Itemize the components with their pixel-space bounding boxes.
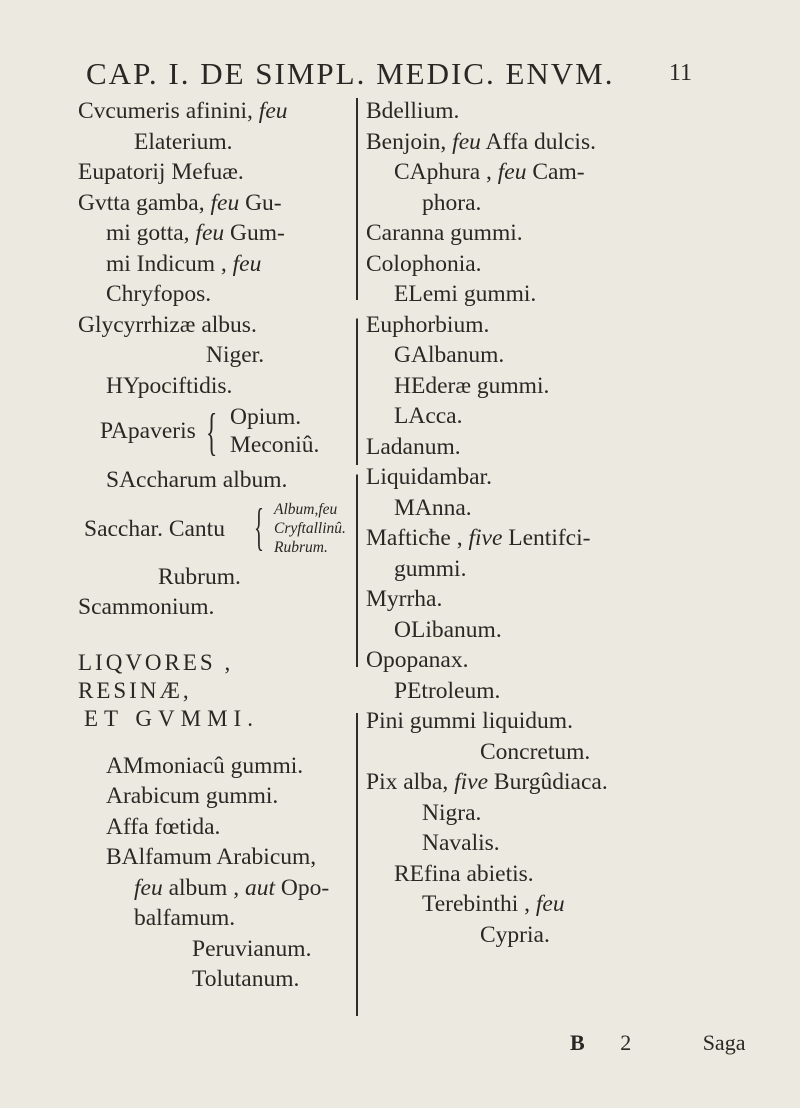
page-number: 11 <box>668 60 692 86</box>
entry-camphora: phora. <box>422 189 482 216</box>
entry-peruvianum: Peruvianum. <box>192 935 312 962</box>
catchword: Saga <box>702 1030 746 1055</box>
right-column <box>366 96 786 950</box>
sacchar-item: Rubrum. <box>274 538 328 556</box>
entry-indicum: mi Indicum , feu <box>106 250 262 277</box>
sacchar-item: Album,feu <box>274 500 338 518</box>
entry-chrysopos: Chryfopos. <box>106 281 212 307</box>
page-footer <box>570 1030 745 1056</box>
entry-glycyrrhizae: Glycyrrhizæ albus. <box>78 311 257 338</box>
entry-terebinthi: Terebinthi , feu <box>422 891 565 917</box>
entry-gotta: mi gotta, feu Gum- <box>106 220 285 246</box>
entry-rubrum: Rubrum. <box>158 563 241 590</box>
brace-icon: { <box>206 404 218 461</box>
entry-cypria: Cypria. <box>480 921 550 948</box>
entry-eupatorij: Eupatorij Mefuæ. <box>78 159 244 185</box>
sacchar-item: Cryftallinû. <box>274 519 346 537</box>
entry-lacca: LAcca. <box>394 403 463 429</box>
entry-assa-foetida: Affa fœtida. <box>106 813 221 840</box>
entry-euphorbium: Euphorbium. <box>366 311 490 338</box>
section-heading-line: ET GVMMI. <box>84 705 259 731</box>
entry-elaterium: Elaterium. <box>134 128 233 155</box>
signature-mark: B <box>570 1030 585 1055</box>
sacchar-group <box>78 496 354 562</box>
entry-arabicum: Arabicum gummi. <box>106 783 279 809</box>
entry-opobalsamum: balfamum. <box>134 905 236 931</box>
entry-colophonia: Colophonia. <box>366 250 482 277</box>
entry-myrrha: Myrrha. <box>366 586 443 612</box>
sacchar-label: Sacchar. Cantu <box>84 515 225 542</box>
entry-pix-alba: Pix alba, five Burgûdiaca. <box>366 769 608 795</box>
entry-nigra: Nigra. <box>422 799 482 826</box>
entry-gutta-gamba: Gvtta gamba, feu Gu- <box>78 189 282 216</box>
papaveris-label: PApaveris <box>100 418 196 444</box>
entry-benjoin: Benjoin, feu Affa dulcis. <box>366 128 596 155</box>
running-header <box>86 56 726 92</box>
entry-scammonium: Scammonium. <box>78 594 215 620</box>
entry-resina-abietis: REfina abietis. <box>394 860 534 887</box>
entry-pini-gummi: Pini gummi liquidum. <box>366 708 573 734</box>
section-heading-line: LIQVORES , RESINÆ, <box>78 649 234 703</box>
entry-navalis: Navalis. <box>422 830 500 856</box>
entry-gummi: gummi. <box>394 555 467 582</box>
entry-balsam-album: feu album , aut Opo- <box>134 874 330 901</box>
entry-mastiche: Mafticħe , five Lentifci- <box>366 525 591 551</box>
section-heading <box>78 649 354 733</box>
left-column <box>78 96 354 995</box>
signature-number: 2 <box>620 1030 632 1055</box>
entry-manna: MAnna. <box>394 494 472 521</box>
entry-liquidambar: Liquidambar. <box>366 464 492 490</box>
entry-cucumeris: Cvcumeris afinini, feu <box>78 98 288 124</box>
entry-hederae: HEderæ gummi. <box>394 372 550 399</box>
entry-opopanax: Opopanax. <box>366 647 469 673</box>
entry-elemi: ELemi gummi. <box>394 281 537 307</box>
entry-hypocistidis: HYpociftidis. <box>106 372 233 399</box>
papaveris-group <box>78 401 354 465</box>
header-title: CAP. I. DE SIMPL. MEDIC. ENVM. <box>86 56 615 91</box>
entry-galbanum: GAlbanum. <box>394 342 505 368</box>
papaveris-item: Opium. <box>230 404 302 430</box>
entry-balsamum: BAlfamum Arabicum, <box>106 844 317 870</box>
entry-tolutanum: Tolutanum. <box>192 966 300 992</box>
entry-caranna: Caranna gummi. <box>366 220 523 246</box>
column-divider <box>356 98 358 1016</box>
entry-niger: Niger. <box>206 342 265 368</box>
brace-icon: { <box>254 498 264 556</box>
entry-caphura: CAphura , feu Cam- <box>394 159 585 185</box>
entry-ladanum: Ladanum. <box>366 433 461 460</box>
papaveris-item: Meconiû. <box>230 432 320 458</box>
entry-ammoniacum: AMmoniacû gummi. <box>106 752 304 779</box>
entry-olibanum: OLibanum. <box>394 616 502 643</box>
entry-concretum: Concretum. <box>480 738 591 765</box>
entry-saccharum-album: SAccharum album. <box>106 467 288 493</box>
entry-bdellium: Bdellium. <box>366 98 460 124</box>
entry-petroleum: PEtroleum. <box>394 677 501 704</box>
